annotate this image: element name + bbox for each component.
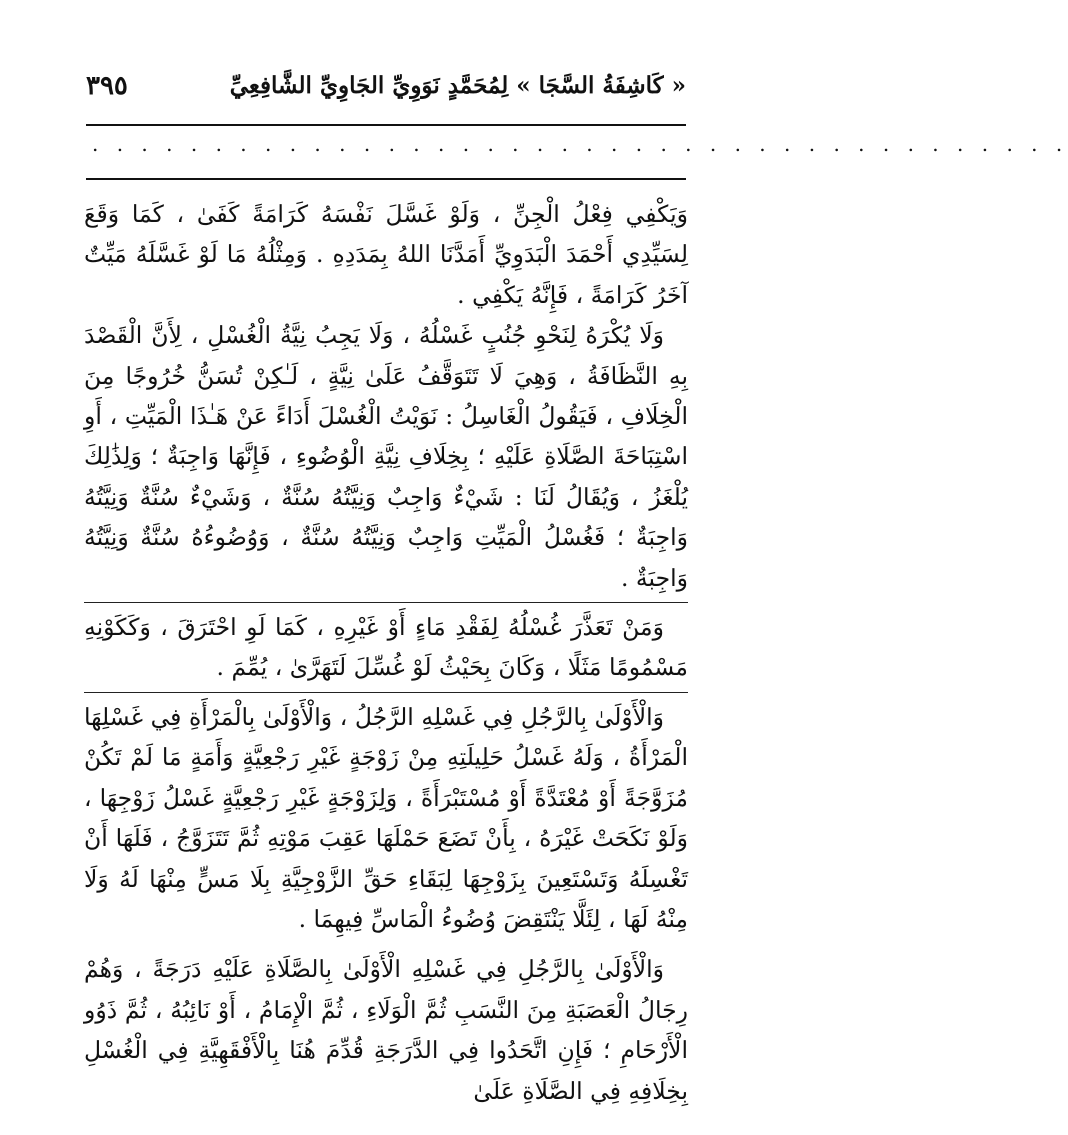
section-rule	[86, 178, 686, 180]
main-text	[84, 194, 688, 1111]
paragraph-divider	[84, 602, 688, 603]
running-title: « كَاشِفَةُ السَّجَا » لِمُحَمَّدٍ نَوَوِيِّ الجَاوِيِّ الشَّافِعِيِّ	[229, 72, 686, 99]
page-header	[86, 66, 686, 118]
header-rule	[86, 124, 686, 126]
omission-dots: . . . . . . . . . . . . . . . . . . . . . . . . . . . . . . . . . . . . . . . .	[92, 132, 1068, 156]
paragraph-3: وَمَنْ تَعَذَّرَ غُسْلُهُ لِفَقْدِ مَاءٍ أَوْ غَيْرِهِ ، كَمَا لَوِ احْتَرَقَ ، وَكَكَوْنِهِ مَسْمُومًا مَثَلًا ، وَكَانَ بِحَيْثُ لَوْ غُسِّلَ لَتَهَرَّىٰ ، يُمِّمَ .	[84, 613, 688, 682]
paragraph-2: وَلَا يُكْرَهُ لِنَحْوِ جُنُبٍ غَسْلُهُ ، وَلَا يَجِبُ نِيَّةُ الْغُسْلِ ، لِأَنَّ الْقَصْدَ بِهِ النَّظَافَةُ ، وَهِيَ لَا تَتَوَقَّفُ عَلَىٰ نِيَّةٍ ، لَـٰكِنْ تُسَنُّ خُرُوجًا مِنَ الْخِلَافِ ، فَيَقُولُ الْغَاسِلُ : نَوَيْتُ الْغُسْلَ أَدَاءً عَنْ هَـٰذَا الْمَيِّتِ ، أَوِ اسْتِبَاحَةَ الصَّلَاةِ عَلَيْهِ ؛ بِخِلَافِ نِيَّةِ الْوُضُوءِ ، فَإِنَّهَا وَاجِبَةٌ ؛ وَلِذَٰلِكَ يُلْغَزُ ، وَيُقَالُ لَنَا : شَيْءٌ وَاجِبٌ وَنِيَّتُهُ سُنَّةٌ ، وَشَيْءٌ سُنَّةٌ وَنِيَّتُهُ وَاجِبَةٌ ؛ فَغُسْلُ الْمَيِّتِ وَاجِبٌ وَنِيَّتُهُ سُنَّةٌ ، وَوُضُوءُهُ سُنَّةٌ وَنِيَّتُهُ وَاجِبَةٌ .	[84, 321, 688, 592]
paragraph-1: وَيَكْفِي فِعْلُ الْجِنِّ ، وَلَوْ غَسَّلَ نَفْسَهُ كَرَامَةً كَفَىٰ ، كَمَا وَقَعَ لِسَيِّدِي أَحْمَدَ الْبَدَوِيِّ أَمَدَّنَا اللهُ بِمَدَدِهِ . وَمِثْلُهُ مَا لَوْ غَسَّلَهُ مَيِّتٌ آخَرُ كَرَامَةً ، فَإِنَّهُ يَكْفِي .	[84, 200, 688, 309]
page-number: ٣٩٥	[86, 71, 128, 101]
paragraph-divider	[84, 692, 688, 693]
paragraph-5: وَالْأَوْلَىٰ بِالرَّجُلِ فِي غَسْلِهِ الْأَوْلَىٰ بِالصَّلَاةِ عَلَيْهِ دَرَجَةً ، وَهُمْ رِجَالُ الْعَصَبَةِ مِنَ النَّسَبِ ثُمَّ الْوَلَاءِ ، ثُمَّ الْإِمَامُ ، أَوْ نَائِبُهُ ، ثُمَّ ذَوُو الْأَرْحَامِ ؛ فَإِنِ اتَّحَدُوا فِي الدَّرَجَةِ قُدِّمَ هُنَا بِالْأَفْقَهِيَّةِ فِي الْغُسْلِ بِخِلَافِهِ فِي الصَّلَاةِ عَلَىٰ	[84, 955, 688, 1105]
paragraph-gap	[84, 939, 688, 949]
paragraph-4: وَالْأَوْلَىٰ بِالرَّجُلِ فِي غَسْلِهِ الرَّجُلُ ، وَالْأَوْلَىٰ بِالْمَرْأَةِ فِي غَسْلِهَا الْمَرْأَةُ ، وَلَهُ غَسْلُ حَلِيلَتِهِ مِنْ زَوْجَةٍ غَيْرِ رَجْعِيَّةٍ وَأَمَةٍ مَا لَمْ تَكُنْ مُزَوَّجَةً أَوْ مُعْتَدَّةً أَوْ مُسْتَبْرَأَةً ، وَلِزَوْجَةٍ غَيْرِ رَجْعِيَّةٍ غَسْلُ زَوْجِهَا ، وَلَوْ نَكَحَتْ غَيْرَهُ ، بِأَنْ تَضَعَ حَمْلَهَا عَقِبَ مَوْتِهِ ثُمَّ تَتَزَوَّجُ ، فَلَهَا أَنْ تَغْسِلَهُ وَتَسْتَعِينَ بِزَوْجِهَا لِبَقَاءِ حَقِّ الزَّوْجِيَّةِ بِلَا مَسٍّ مِنْهَا لَهُ وَلَا مِنْهُ لَهَا ، لِئَلَّا يَنْتَقِضَ وُضُوءُ الْمَاسِّ فِيهِمَا .	[84, 702, 688, 933]
